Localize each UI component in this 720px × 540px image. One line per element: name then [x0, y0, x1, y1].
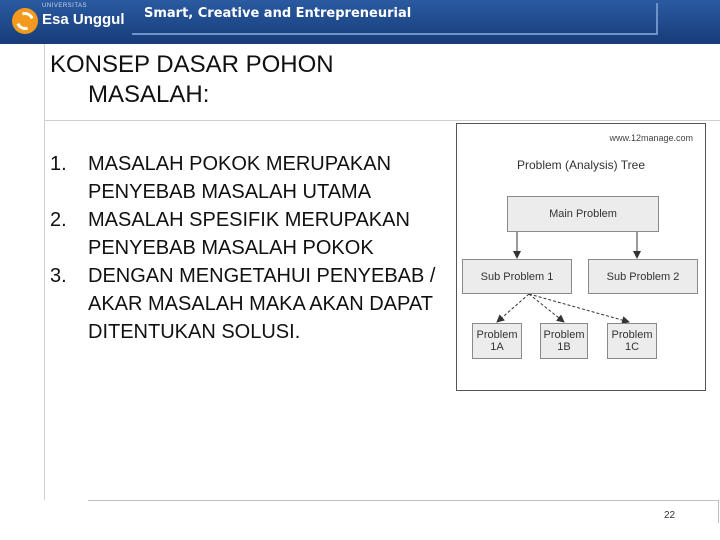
- connector-sub1-1a: [497, 294, 529, 322]
- list-item-text: MASALAH POKOK MERUPAKAN PENYEBAB MASALAH UTAMA: [88, 153, 392, 203]
- problem-1a-box: Problem 1A: [472, 323, 522, 359]
- list-item-text: MASALAH SPESIFIK MERUPAKAN PENYEBAB MASALAH POKOK: [88, 209, 410, 259]
- footer-frame: [88, 500, 719, 523]
- sub-problem-1-box: Sub Problem 1: [462, 259, 572, 294]
- problem-tree-diagram: [456, 123, 706, 391]
- university-logo: [0, 0, 132, 44]
- connector-sub1-1c: [529, 294, 629, 322]
- decor-line-title: [44, 120, 720, 121]
- header-tagline: Smart, Creative and Entrepreneurial: [144, 6, 412, 21]
- decor-line-left: [44, 44, 45, 500]
- page-number: 22: [664, 510, 676, 521]
- main-problem-box: Main Problem: [507, 196, 659, 232]
- slide-title: [50, 50, 410, 110]
- logo-small-text: UNIVERSITAS: [42, 3, 88, 9]
- diagram-title: Problem (Analysis) Tree: [516, 158, 646, 172]
- list-item: [50, 206, 440, 262]
- sub-problem-2-box: Sub Problem 2: [588, 259, 698, 294]
- problem-1c-box: Problem 1C: [607, 323, 657, 359]
- list-item: [50, 150, 440, 206]
- concept-list: [50, 150, 440, 346]
- connector-sub1-1b: [529, 294, 564, 322]
- diagram-source-url: www.12manage.com: [609, 133, 693, 143]
- title-line-1: KONSEP DASAR POHON: [50, 51, 334, 78]
- list-item-number: 3.: [50, 265, 67, 287]
- title-line-2: MASALAH:: [88, 81, 210, 108]
- logo-text: Esa Unggul: [42, 11, 125, 28]
- problem-1b-box: Problem 1B: [540, 323, 588, 359]
- header-bar: [0, 0, 720, 44]
- list-item: [50, 262, 440, 346]
- list-item-number: 1.: [50, 153, 67, 175]
- list-item-text: DENGAN MENGETAHUI PENYEBAB / AKAR MASALAH MAKA AKAN DAPAT DITENTUKAN SOLUSI.: [88, 265, 436, 343]
- list-item-number: 2.: [50, 209, 67, 231]
